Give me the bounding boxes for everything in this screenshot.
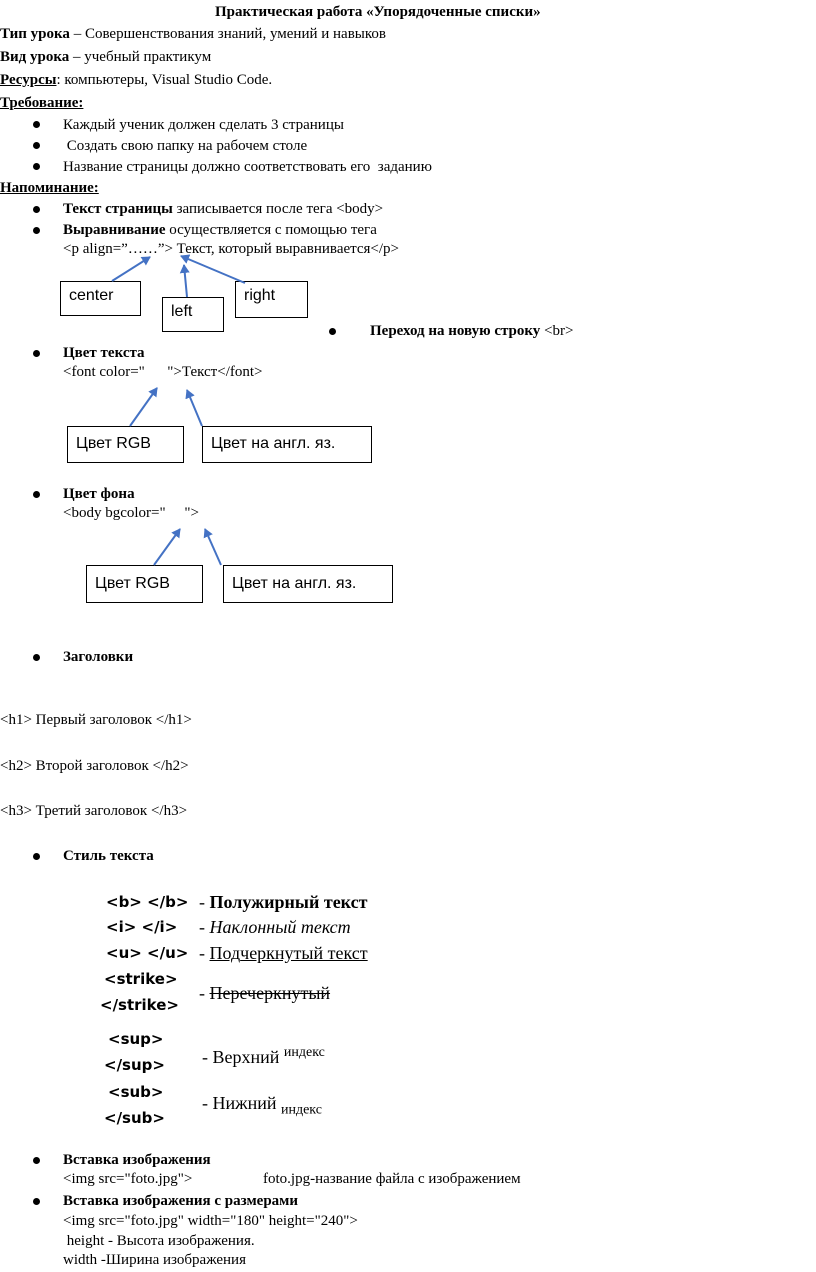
arrow-left	[184, 265, 187, 297]
bullet-icon	[33, 1157, 40, 1164]
h3-example: <h3> Третий заголовок </h3>	[0, 803, 188, 819]
arrow-center	[112, 257, 150, 281]
sub-example	[202, 1093, 322, 1119]
h1-example: <h1> Первый заголовок </h1>	[0, 712, 192, 728]
headings-heading: Заголовки	[63, 649, 134, 665]
image-note: foto.jpg-название файла с изображением	[263, 1171, 521, 1187]
dash: -	[199, 892, 210, 912]
bullet-icon	[33, 1198, 40, 1205]
italic-example	[199, 917, 351, 938]
align-code: <p align=”……”> Текст, который выравнивается</p>	[63, 241, 400, 257]
sub-index: индекс	[280, 1102, 322, 1118]
dash: -	[202, 1047, 213, 1067]
font-eng-box: Цвет на англ. яз.	[202, 426, 372, 463]
tag-sup-close: </sup>	[104, 1056, 165, 1074]
tag-u: <u> </u>	[106, 944, 189, 962]
sup-example-text: Верхний	[212, 1047, 280, 1067]
lesson-kind-label: Вид урока	[0, 49, 70, 65]
image-size-heading: Вставка изображения с размерами	[63, 1193, 299, 1209]
bold-example	[199, 892, 367, 913]
image-heading: Вставка изображения	[63, 1152, 211, 1168]
width-note: width -Ширина изображения	[63, 1252, 246, 1268]
align-bold: Выравнивание	[63, 222, 166, 238]
underline-example-text-a: Под	[209, 943, 241, 963]
br-bold: Переход на новую строку	[370, 323, 541, 339]
h2-example: <h2> Второй заголовок </h2>	[0, 758, 189, 774]
font-rgb-box: Цвет RGB	[67, 426, 184, 463]
strike-example	[199, 983, 330, 1004]
arrow-bg-rgb	[154, 529, 180, 565]
image-code: <img src="foto.jpg">	[63, 1171, 193, 1187]
lesson-type-value: – Совершенствования знаний, умений и навыков	[69, 26, 386, 42]
image-size-code: <img src="foto.jpg" width="180" height="240">	[63, 1213, 358, 1229]
requirement-item: Создать свою папку на рабочем столе	[63, 138, 308, 154]
resources-value: : компьютеры, Visual Studio Code.	[56, 72, 273, 88]
sup-index: индекс	[283, 1045, 325, 1060]
bullet-icon	[33, 654, 40, 661]
arrow-font-rgb	[130, 388, 157, 426]
tag-sup-open: <sup>	[108, 1030, 164, 1048]
underline-example	[199, 943, 368, 964]
requirement-item: Название страницы должно соответствовать его заданию	[63, 159, 432, 175]
bg-color-code: <body bgcolor=" ">	[63, 505, 199, 521]
bg-color-heading: Цвет фона	[63, 486, 135, 502]
lesson-type-label: Тип урока	[0, 26, 70, 42]
sub-example-text: Нижний	[212, 1093, 277, 1113]
dash: -	[199, 943, 210, 963]
arrow-bg-eng	[205, 529, 221, 565]
dash: -	[199, 983, 210, 1003]
tag-sub-close: </sub>	[104, 1109, 165, 1127]
underline-example-text-b: черкнутый текст	[240, 943, 368, 963]
bold-example-text: Полужирный текст	[209, 892, 368, 912]
arrow-font-eng	[187, 390, 202, 426]
align-rest: осуществляется с помощью тега	[165, 222, 377, 238]
dash: -	[199, 917, 210, 937]
font-color-heading: Цвет текста	[63, 345, 145, 361]
arrow-right	[181, 256, 245, 283]
bg-rgb-box: Цвет RGB	[86, 565, 203, 603]
height-note: height - Высота изображения.	[63, 1233, 255, 1249]
br-rest: <br>	[540, 323, 574, 339]
right-box: right	[235, 281, 308, 318]
tag-i: <i> </i>	[106, 918, 178, 936]
tag-sub-open: <sub>	[108, 1083, 164, 1101]
reminder-heading: Напоминание:	[0, 180, 99, 196]
body-text-rest: записывается после тега <body>	[172, 201, 384, 217]
tag-b: <b> </b>	[106, 893, 189, 911]
requirement-heading: Требование:	[0, 95, 84, 111]
sup-example	[202, 1045, 325, 1068]
font-color-code: <font color=" ">Текст</font>	[63, 364, 263, 380]
lesson-kind-value: – учебный практикум	[69, 49, 212, 65]
italic-example-text: Наклонный текст	[209, 917, 351, 937]
requirement-item: Каждый ученик должен сделать 3 страницы	[63, 117, 344, 133]
text-style-heading: Стиль текста	[63, 848, 154, 864]
resources-label: Ресурсы	[0, 72, 57, 88]
page-title: Практическая работа «Упорядоченные списки»	[215, 4, 541, 20]
tag-strike-open: <strike>	[104, 970, 178, 988]
dash: -	[202, 1093, 213, 1113]
left-box: left	[162, 297, 224, 332]
strike-example-text: Перечеркнутый	[209, 983, 331, 1003]
tag-strike-close: </strike>	[100, 996, 179, 1014]
body-text-bold: Текст страницы	[63, 201, 173, 217]
bullet-icon	[33, 853, 40, 860]
center-box: center	[60, 281, 141, 316]
bg-eng-box: Цвет на англ. яз.	[223, 565, 393, 603]
